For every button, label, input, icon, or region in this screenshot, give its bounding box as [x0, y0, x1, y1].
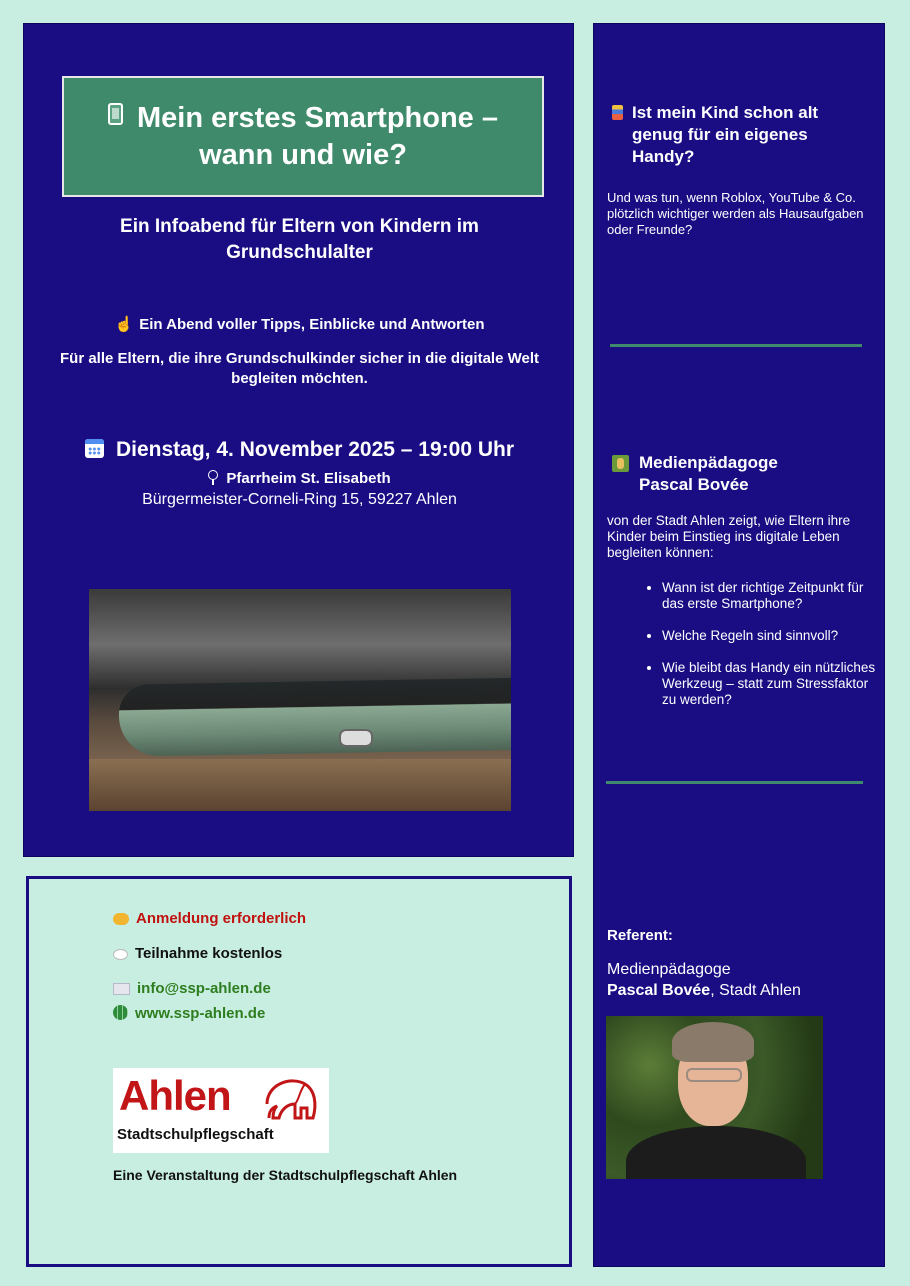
list-item: • Wie bleibt das Handy ein nützliches Werkzeug – statt zum Stressfaktor zu werden? [662, 660, 878, 708]
subtitle: Ein Infoabend für Eltern von Kindern im Grundschulalter [120, 216, 479, 263]
referent-name-line [607, 982, 801, 1000]
email-text[interactable]: info@ssp-ahlen.de [137, 980, 271, 997]
info-box [26, 876, 572, 1267]
referent-name: Pascal Bovée [607, 982, 711, 999]
pedagogue-text: von der Stadt Ahlen zeigt, wie Eltern ihre Kinder beim Einstieg ins digitale Leben begleiten können: [607, 513, 851, 560]
tablet-icon [108, 103, 123, 125]
evening-heading [24, 315, 575, 333]
registration-text: Anmeldung erforderlich [136, 910, 307, 927]
ssp-logo [113, 1068, 329, 1153]
speech-bubble-icon [113, 949, 128, 960]
event-venue-text: Pfarrheim St. Elisabeth [226, 470, 391, 487]
event-venue [24, 470, 575, 487]
organizer-note: Eine Veranstaltung der Stadtschulpflegschaft Ahlen [113, 1167, 458, 1183]
logo-wordmark: Ahlen [119, 1072, 231, 1119]
website-link[interactable] [113, 1004, 265, 1023]
envelope-icon [113, 983, 130, 995]
pin-icon [208, 470, 218, 480]
question-heading-text: Ist mein Kind schon alt genug für ein eigenes Handy? [632, 103, 819, 166]
referent-photo [606, 1016, 823, 1179]
portrait-hair [672, 1022, 754, 1062]
question-heading [612, 102, 872, 168]
list-item: • Welche Regeln sind sinnvoll? [662, 628, 878, 644]
referent-title: Medienpädagoge [607, 961, 731, 978]
free-note [113, 944, 282, 963]
referent-label: Referent: [607, 927, 673, 944]
photo-table [89, 759, 511, 811]
books-icon [612, 105, 623, 120]
referent-affiliation: , Stadt Ahlen [710, 982, 801, 999]
email-link[interactable] [113, 979, 271, 998]
list-item: • Wann ist der richtige Zeitpunkt für das erste Smartphone? [662, 580, 878, 612]
event-date [24, 438, 575, 462]
portrait-glasses [686, 1068, 742, 1082]
event-date-text: Dienstag, 4. November 2025 – 19:00 Uhr [115, 438, 514, 461]
free-text: Teilnahme kostenlos [135, 945, 283, 962]
evening-heading-text: Ein Abend voller Tipps, Einblicke und Antworten [139, 316, 485, 333]
divider [606, 781, 863, 784]
event-address: Bürgermeister-Corneli-Ring 15, 59227 Ahlen [142, 491, 457, 508]
pointing-hand-icon: ☝ [114, 316, 134, 333]
teacher-icon [612, 455, 629, 472]
photo-usb-port [339, 729, 373, 747]
calendar-icon [85, 439, 104, 458]
question-text: Und was tun, wenn Roblox, YouTube & Co. plötzlich wichtiger werden als Hausaufgaben oder Freunde? [607, 190, 864, 237]
website-text[interactable]: www.ssp-ahlen.de [135, 1005, 266, 1022]
sidebar-panel [593, 23, 885, 1267]
smartphone-photo [89, 589, 511, 811]
registration-note [113, 909, 306, 928]
portrait-shirt [626, 1126, 806, 1179]
page-title [64, 100, 542, 174]
pointing-hand-icon [113, 913, 129, 925]
globe-icon [113, 1005, 128, 1020]
logo-subtitle: Stadtschulpflegschaft [117, 1126, 274, 1143]
evening-description: Für alle Eltern, die ihre Grundschulkinder sicher in die digitale Welt begleiten möchten. [60, 350, 539, 387]
mammoth-icon [261, 1074, 319, 1124]
main-panel [23, 23, 574, 857]
pedagogue-heading-line1: Medienpädagoge [639, 453, 778, 472]
pedagogue-heading-line2: Pascal Bovée [639, 475, 749, 494]
title-box [62, 76, 544, 197]
divider [610, 344, 862, 347]
page-title-text: Mein erstes Smartphone – wann und wie? [137, 101, 498, 171]
topic-list [608, 580, 878, 724]
pedagogue-heading [612, 452, 872, 496]
photo-phone [118, 677, 511, 756]
